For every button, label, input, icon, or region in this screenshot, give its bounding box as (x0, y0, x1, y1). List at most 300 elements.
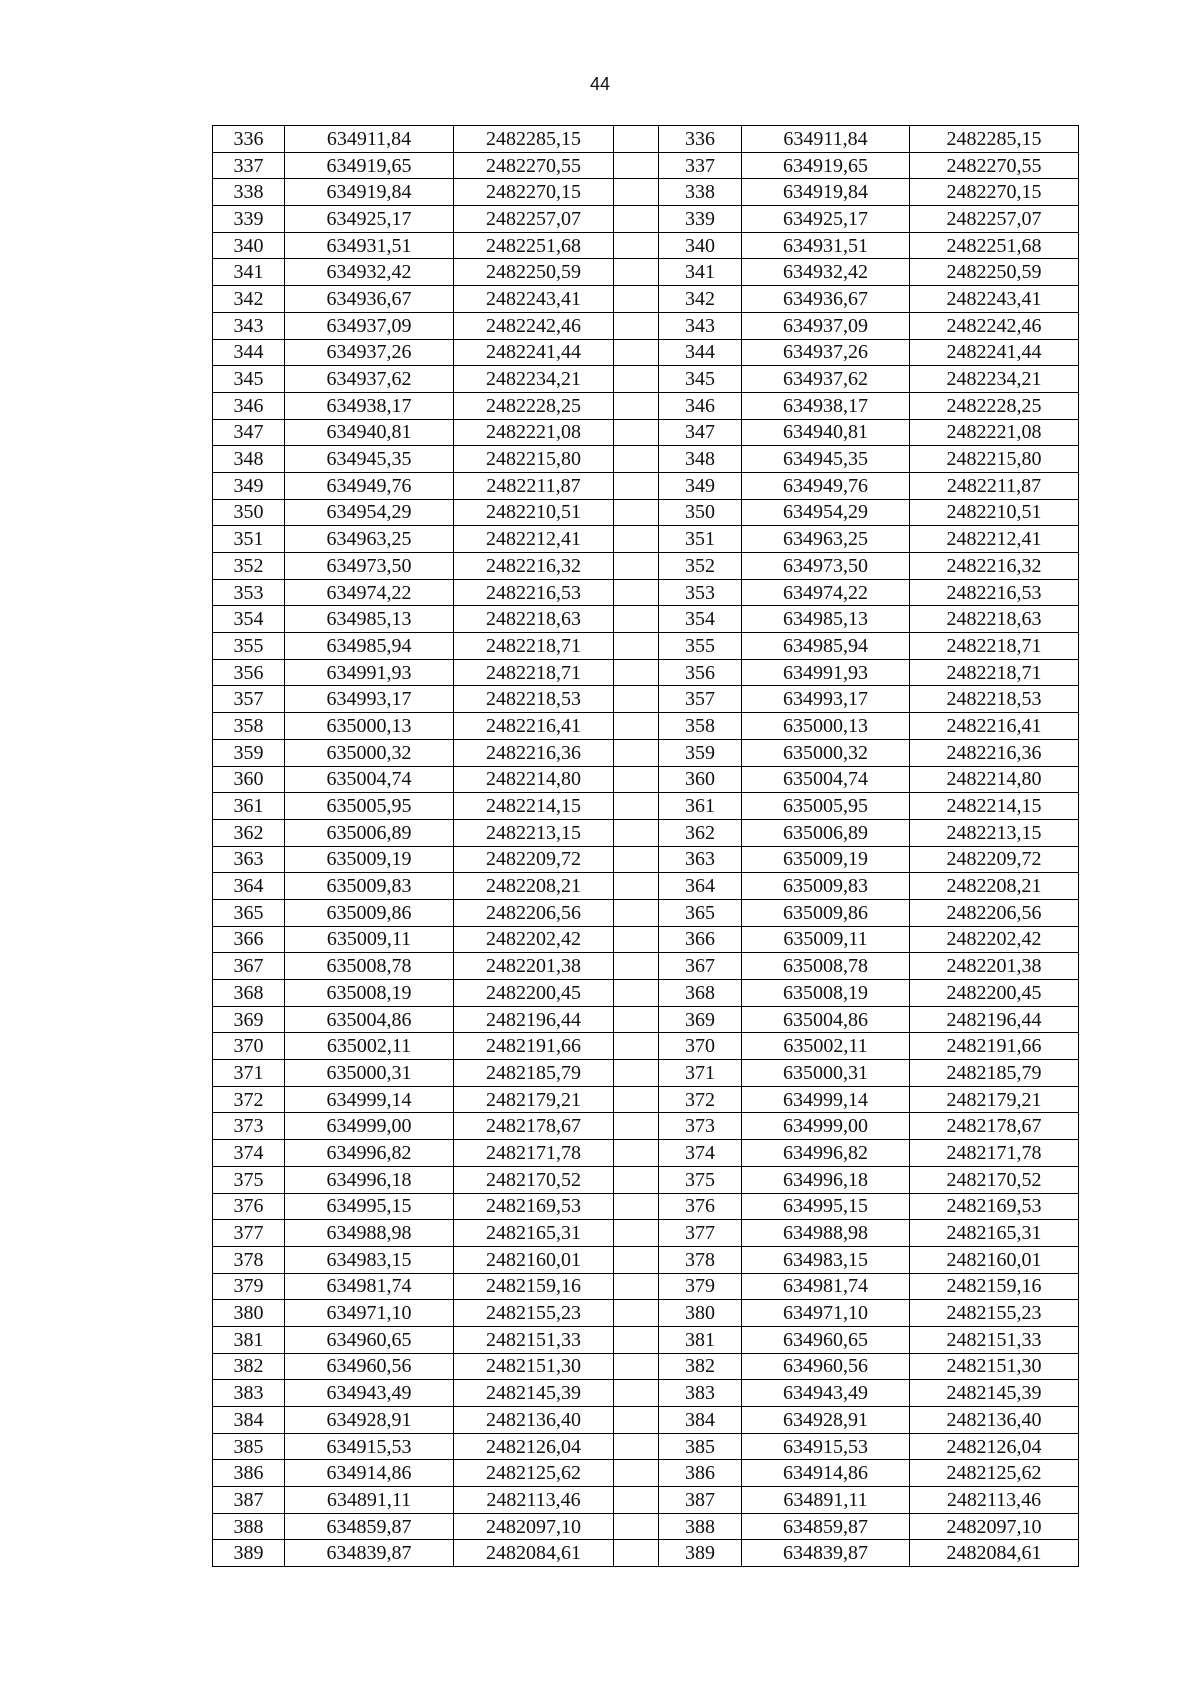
point-number-cell: 373 (659, 1113, 742, 1140)
x-coordinate-cell: 635000,32 (285, 739, 454, 766)
point-number-cell: 367 (213, 953, 285, 980)
empty-cell (614, 1487, 659, 1514)
x-coordinate-cell: 635000,32 (742, 739, 910, 766)
x-coordinate-cell: 634995,15 (742, 1193, 910, 1220)
point-number-cell: 352 (213, 553, 285, 580)
point-number-cell: 358 (213, 713, 285, 740)
x-coordinate-cell: 634960,56 (285, 1353, 454, 1380)
empty-cell (614, 312, 659, 339)
empty-cell (614, 1006, 659, 1033)
x-coordinate-cell: 634954,29 (285, 499, 454, 526)
empty-cell (614, 1540, 659, 1567)
x-coordinate-cell: 634911,84 (285, 126, 454, 153)
y-coordinate-cell: 2482243,41 (454, 286, 614, 313)
empty-cell (614, 579, 659, 606)
y-coordinate-cell: 2482242,46 (454, 312, 614, 339)
y-coordinate-cell: 2482218,71 (454, 633, 614, 660)
point-number-cell: 352 (659, 553, 742, 580)
point-number-cell: 347 (213, 419, 285, 446)
table-row (213, 1086, 1079, 1113)
x-coordinate-cell: 634919,84 (285, 179, 454, 206)
y-coordinate-cell: 2482160,01 (910, 1246, 1079, 1273)
table-row (213, 819, 1079, 846)
x-coordinate-cell: 634974,22 (285, 579, 454, 606)
x-coordinate-cell: 635005,95 (742, 793, 910, 820)
y-coordinate-cell: 2482250,59 (910, 259, 1079, 286)
y-coordinate-cell: 2482218,63 (910, 606, 1079, 633)
point-number-cell: 369 (659, 1006, 742, 1033)
y-coordinate-cell: 2482218,63 (454, 606, 614, 633)
point-number-cell: 361 (213, 793, 285, 820)
y-coordinate-cell: 2482136,40 (454, 1407, 614, 1434)
x-coordinate-cell: 634931,51 (285, 232, 454, 259)
table-row (213, 553, 1079, 580)
y-coordinate-cell: 2482196,44 (910, 1006, 1079, 1033)
y-coordinate-cell: 2482216,32 (910, 553, 1079, 580)
point-number-cell: 338 (659, 179, 742, 206)
point-number-cell: 350 (659, 499, 742, 526)
x-coordinate-cell: 635009,19 (285, 846, 454, 873)
x-coordinate-cell: 635009,83 (742, 873, 910, 900)
point-number-cell: 340 (659, 232, 742, 259)
point-number-cell: 371 (659, 1060, 742, 1087)
point-number-cell: 348 (659, 446, 742, 473)
empty-cell (614, 766, 659, 793)
x-coordinate-cell: 635008,78 (742, 953, 910, 980)
empty-cell (614, 126, 659, 153)
y-coordinate-cell: 2482228,25 (454, 392, 614, 419)
y-coordinate-cell: 2482216,41 (910, 713, 1079, 740)
x-coordinate-cell: 634937,09 (742, 312, 910, 339)
empty-cell (614, 1220, 659, 1247)
x-coordinate-cell: 634928,91 (742, 1407, 910, 1434)
y-coordinate-cell: 2482209,72 (910, 846, 1079, 873)
point-number-cell: 366 (659, 926, 742, 953)
point-number-cell: 380 (659, 1300, 742, 1327)
point-number-cell: 336 (659, 126, 742, 153)
y-coordinate-cell: 2482151,30 (454, 1353, 614, 1380)
empty-cell (614, 1513, 659, 1540)
point-number-cell: 339 (659, 206, 742, 233)
point-number-cell: 344 (659, 339, 742, 366)
y-coordinate-cell: 2482270,15 (910, 179, 1079, 206)
point-number-cell: 371 (213, 1060, 285, 1087)
empty-cell (614, 286, 659, 313)
point-number-cell: 353 (659, 579, 742, 606)
x-coordinate-cell: 635006,89 (285, 819, 454, 846)
point-number-cell: 381 (213, 1326, 285, 1353)
y-coordinate-cell: 2482221,08 (910, 419, 1079, 446)
table-row (213, 899, 1079, 926)
table-row (213, 1300, 1079, 1327)
y-coordinate-cell: 2482126,04 (910, 1433, 1079, 1460)
point-number-cell: 366 (213, 926, 285, 953)
table-row (213, 1353, 1079, 1380)
empty-cell (614, 1246, 659, 1273)
empty-cell (614, 339, 659, 366)
empty-cell (614, 953, 659, 980)
y-coordinate-cell: 2482216,36 (910, 739, 1079, 766)
empty-cell (614, 206, 659, 233)
empty-cell (614, 1086, 659, 1113)
y-coordinate-cell: 2482113,46 (910, 1487, 1079, 1514)
y-coordinate-cell: 2482155,23 (454, 1300, 614, 1327)
empty-cell (614, 1300, 659, 1327)
y-coordinate-cell: 2482191,66 (454, 1033, 614, 1060)
y-coordinate-cell: 2482208,21 (454, 873, 614, 900)
point-number-cell: 342 (659, 286, 742, 313)
table-row (213, 633, 1079, 660)
x-coordinate-cell: 634993,17 (742, 686, 910, 713)
point-number-cell: 389 (659, 1540, 742, 1567)
point-number-cell: 346 (659, 392, 742, 419)
y-coordinate-cell: 2482214,15 (454, 793, 614, 820)
x-coordinate-cell: 634936,67 (742, 286, 910, 313)
y-coordinate-cell: 2482200,45 (910, 980, 1079, 1007)
point-number-cell: 337 (659, 152, 742, 179)
point-number-cell: 338 (213, 179, 285, 206)
y-coordinate-cell: 2482136,40 (910, 1407, 1079, 1434)
point-number-cell: 346 (213, 392, 285, 419)
point-number-cell: 356 (659, 659, 742, 686)
point-number-cell: 368 (659, 980, 742, 1007)
point-number-cell: 357 (659, 686, 742, 713)
point-number-cell: 341 (659, 259, 742, 286)
x-coordinate-cell: 634928,91 (285, 1407, 454, 1434)
y-coordinate-cell: 2482145,39 (454, 1380, 614, 1407)
point-number-cell: 377 (213, 1220, 285, 1247)
empty-cell (614, 846, 659, 873)
empty-cell (614, 686, 659, 713)
point-number-cell: 355 (213, 633, 285, 660)
x-coordinate-cell: 634996,18 (742, 1166, 910, 1193)
empty-cell (614, 152, 659, 179)
x-coordinate-cell: 634985,13 (285, 606, 454, 633)
point-number-cell: 360 (213, 766, 285, 793)
y-coordinate-cell: 2482216,32 (454, 553, 614, 580)
x-coordinate-cell: 634915,53 (285, 1433, 454, 1460)
table-row (213, 873, 1079, 900)
empty-cell (614, 739, 659, 766)
point-number-cell: 345 (213, 366, 285, 393)
x-coordinate-cell: 634919,84 (742, 179, 910, 206)
y-coordinate-cell: 2482179,21 (910, 1086, 1079, 1113)
table-row (213, 259, 1079, 286)
x-coordinate-cell: 634925,17 (742, 206, 910, 233)
y-coordinate-cell: 2482202,42 (454, 926, 614, 953)
x-coordinate-cell: 635002,11 (285, 1033, 454, 1060)
x-coordinate-cell: 634996,82 (742, 1140, 910, 1167)
y-coordinate-cell: 2482126,04 (454, 1433, 614, 1460)
point-number-cell: 354 (213, 606, 285, 633)
x-coordinate-cell: 635004,74 (285, 766, 454, 793)
x-coordinate-cell: 634931,51 (742, 232, 910, 259)
x-coordinate-cell: 635005,95 (285, 793, 454, 820)
x-coordinate-cell: 634914,86 (285, 1460, 454, 1487)
table-row (213, 1220, 1079, 1247)
x-coordinate-cell: 634999,14 (285, 1086, 454, 1113)
point-number-cell: 384 (659, 1407, 742, 1434)
x-coordinate-cell: 634983,15 (742, 1246, 910, 1273)
table-row (213, 392, 1079, 419)
point-number-cell: 388 (213, 1513, 285, 1540)
y-coordinate-cell: 2482206,56 (910, 899, 1079, 926)
x-coordinate-cell: 634839,87 (285, 1540, 454, 1567)
empty-cell (614, 392, 659, 419)
point-number-cell: 347 (659, 419, 742, 446)
x-coordinate-cell: 634983,15 (285, 1246, 454, 1273)
x-coordinate-cell: 634996,18 (285, 1166, 454, 1193)
y-coordinate-cell: 2482160,01 (454, 1246, 614, 1273)
y-coordinate-cell: 2482202,42 (910, 926, 1079, 953)
x-coordinate-cell: 635008,19 (285, 980, 454, 1007)
point-number-cell: 372 (213, 1086, 285, 1113)
point-number-cell: 379 (213, 1273, 285, 1300)
table-row (213, 366, 1079, 393)
table-row (213, 312, 1079, 339)
empty-cell (614, 1407, 659, 1434)
point-number-cell: 355 (659, 633, 742, 660)
y-coordinate-cell: 2482201,38 (454, 953, 614, 980)
x-coordinate-cell: 634995,15 (285, 1193, 454, 1220)
x-coordinate-cell: 634945,35 (742, 446, 910, 473)
point-number-cell: 388 (659, 1513, 742, 1540)
y-coordinate-cell: 2482159,16 (454, 1273, 614, 1300)
point-number-cell: 341 (213, 259, 285, 286)
x-coordinate-cell: 634963,25 (285, 526, 454, 553)
x-coordinate-cell: 634985,94 (285, 633, 454, 660)
y-coordinate-cell: 2482234,21 (910, 366, 1079, 393)
table-row (213, 926, 1079, 953)
x-coordinate-cell: 634940,81 (285, 419, 454, 446)
empty-cell (614, 446, 659, 473)
y-coordinate-cell: 2482216,53 (910, 579, 1079, 606)
coordinates-table (212, 125, 1079, 1567)
y-coordinate-cell: 2482165,31 (910, 1220, 1079, 1247)
x-coordinate-cell: 634971,10 (285, 1300, 454, 1327)
y-coordinate-cell: 2482208,21 (910, 873, 1079, 900)
empty-cell (614, 1273, 659, 1300)
table-row (213, 846, 1079, 873)
x-coordinate-cell: 634932,42 (285, 259, 454, 286)
x-coordinate-cell: 634993,17 (285, 686, 454, 713)
y-coordinate-cell: 2482285,15 (910, 126, 1079, 153)
y-coordinate-cell: 2482169,53 (454, 1193, 614, 1220)
y-coordinate-cell: 2482285,15 (454, 126, 614, 153)
y-coordinate-cell: 2482125,62 (454, 1460, 614, 1487)
y-coordinate-cell: 2482228,25 (910, 392, 1079, 419)
y-coordinate-cell: 2482171,78 (454, 1140, 614, 1167)
x-coordinate-cell: 634985,13 (742, 606, 910, 633)
y-coordinate-cell: 2482270,15 (454, 179, 614, 206)
point-number-cell: 362 (659, 819, 742, 846)
table-row (213, 1060, 1079, 1087)
x-coordinate-cell: 634839,87 (742, 1540, 910, 1567)
table-row (213, 980, 1079, 1007)
point-number-cell: 373 (213, 1113, 285, 1140)
point-number-cell: 343 (213, 312, 285, 339)
y-coordinate-cell: 2482215,80 (910, 446, 1079, 473)
x-coordinate-cell: 634938,17 (285, 392, 454, 419)
table-row (213, 286, 1079, 313)
point-number-cell: 369 (213, 1006, 285, 1033)
y-coordinate-cell: 2482151,33 (910, 1326, 1079, 1353)
y-coordinate-cell: 2482155,23 (910, 1300, 1079, 1327)
y-coordinate-cell: 2482218,53 (454, 686, 614, 713)
point-number-cell: 377 (659, 1220, 742, 1247)
point-number-cell: 372 (659, 1086, 742, 1113)
y-coordinate-cell: 2482151,33 (454, 1326, 614, 1353)
x-coordinate-cell: 634999,00 (285, 1113, 454, 1140)
y-coordinate-cell: 2482241,44 (910, 339, 1079, 366)
point-number-cell: 386 (213, 1460, 285, 1487)
empty-cell (614, 713, 659, 740)
y-coordinate-cell: 2482179,21 (454, 1086, 614, 1113)
table-row (213, 179, 1079, 206)
y-coordinate-cell: 2482234,21 (454, 366, 614, 393)
empty-cell (614, 179, 659, 206)
table-row (213, 526, 1079, 553)
y-coordinate-cell: 2482218,71 (454, 659, 614, 686)
empty-cell (614, 499, 659, 526)
point-number-cell: 350 (213, 499, 285, 526)
x-coordinate-cell: 635009,11 (742, 926, 910, 953)
point-number-cell: 344 (213, 339, 285, 366)
point-number-cell: 365 (213, 899, 285, 926)
empty-cell (614, 1060, 659, 1087)
point-number-cell: 378 (213, 1246, 285, 1273)
y-coordinate-cell: 2482145,39 (910, 1380, 1079, 1407)
y-coordinate-cell: 2482191,66 (910, 1033, 1079, 1060)
x-coordinate-cell: 635006,89 (742, 819, 910, 846)
table-row (213, 766, 1079, 793)
x-coordinate-cell: 634943,49 (285, 1380, 454, 1407)
point-number-cell: 359 (213, 739, 285, 766)
point-number-cell: 384 (213, 1407, 285, 1434)
y-coordinate-cell: 2482218,71 (910, 659, 1079, 686)
y-coordinate-cell: 2482185,79 (910, 1060, 1079, 1087)
point-number-cell: 368 (213, 980, 285, 1007)
y-coordinate-cell: 2482113,46 (454, 1487, 614, 1514)
y-coordinate-cell: 2482242,46 (910, 312, 1079, 339)
point-number-cell: 387 (213, 1487, 285, 1514)
point-number-cell: 383 (659, 1380, 742, 1407)
point-number-cell: 354 (659, 606, 742, 633)
y-coordinate-cell: 2482270,55 (910, 152, 1079, 179)
table-row (213, 152, 1079, 179)
x-coordinate-cell: 634988,98 (285, 1220, 454, 1247)
point-number-cell: 336 (213, 126, 285, 153)
x-coordinate-cell: 634915,53 (742, 1433, 910, 1460)
x-coordinate-cell: 634996,82 (285, 1140, 454, 1167)
empty-cell (614, 419, 659, 446)
x-coordinate-cell: 635000,31 (742, 1060, 910, 1087)
point-number-cell: 374 (213, 1140, 285, 1167)
point-number-cell: 351 (659, 526, 742, 553)
y-coordinate-cell: 2482257,07 (454, 206, 614, 233)
y-coordinate-cell: 2482210,51 (454, 499, 614, 526)
point-number-cell: 380 (213, 1300, 285, 1327)
y-coordinate-cell: 2482151,30 (910, 1353, 1079, 1380)
table-row (213, 793, 1079, 820)
x-coordinate-cell: 634963,25 (742, 526, 910, 553)
y-coordinate-cell: 2482216,41 (454, 713, 614, 740)
x-coordinate-cell: 635000,13 (285, 713, 454, 740)
point-number-cell: 375 (213, 1166, 285, 1193)
x-coordinate-cell: 634960,56 (742, 1353, 910, 1380)
empty-cell (614, 980, 659, 1007)
x-coordinate-cell: 634999,00 (742, 1113, 910, 1140)
y-coordinate-cell: 2482216,53 (454, 579, 614, 606)
table-row (213, 1380, 1079, 1407)
point-number-cell: 385 (659, 1433, 742, 1460)
y-coordinate-cell: 2482214,80 (910, 766, 1079, 793)
table-row (213, 579, 1079, 606)
point-number-cell: 351 (213, 526, 285, 553)
table-row (213, 1166, 1079, 1193)
y-coordinate-cell: 2482243,41 (910, 286, 1079, 313)
point-number-cell: 342 (213, 286, 285, 313)
y-coordinate-cell: 2482169,53 (910, 1193, 1079, 1220)
x-coordinate-cell: 635004,86 (742, 1006, 910, 1033)
table-row (213, 339, 1079, 366)
point-number-cell: 349 (213, 472, 285, 499)
y-coordinate-cell: 2482212,41 (910, 526, 1079, 553)
x-coordinate-cell: 634937,09 (285, 312, 454, 339)
point-number-cell: 345 (659, 366, 742, 393)
empty-cell (614, 926, 659, 953)
point-number-cell: 363 (213, 846, 285, 873)
table-row (213, 1487, 1079, 1514)
table-row (213, 659, 1079, 686)
y-coordinate-cell: 2482214,15 (910, 793, 1079, 820)
table-row (213, 1433, 1079, 1460)
point-number-cell: 382 (213, 1353, 285, 1380)
y-coordinate-cell: 2482211,87 (910, 472, 1079, 499)
table-row (213, 1513, 1079, 1540)
empty-cell (614, 1380, 659, 1407)
x-coordinate-cell: 634936,67 (285, 286, 454, 313)
y-coordinate-cell: 2482185,79 (454, 1060, 614, 1087)
empty-cell (614, 526, 659, 553)
point-number-cell: 387 (659, 1487, 742, 1514)
empty-cell (614, 1033, 659, 1060)
x-coordinate-cell: 634985,94 (742, 633, 910, 660)
point-number-cell: 382 (659, 1353, 742, 1380)
y-coordinate-cell: 2482200,45 (454, 980, 614, 1007)
table-row (213, 1273, 1079, 1300)
x-coordinate-cell: 634859,87 (742, 1513, 910, 1540)
table-row (213, 1407, 1079, 1434)
y-coordinate-cell: 2482213,15 (454, 819, 614, 846)
x-coordinate-cell: 634949,76 (285, 472, 454, 499)
x-coordinate-cell: 635008,78 (285, 953, 454, 980)
x-coordinate-cell: 634911,84 (742, 126, 910, 153)
x-coordinate-cell: 635004,86 (285, 1006, 454, 1033)
empty-cell (614, 1166, 659, 1193)
point-number-cell: 349 (659, 472, 742, 499)
point-number-cell: 360 (659, 766, 742, 793)
y-coordinate-cell: 2482241,44 (454, 339, 614, 366)
table-row (213, 1006, 1079, 1033)
point-number-cell: 357 (213, 686, 285, 713)
point-number-cell: 365 (659, 899, 742, 926)
y-coordinate-cell: 2482097,10 (910, 1513, 1079, 1540)
table-row (213, 953, 1079, 980)
x-coordinate-cell: 634940,81 (742, 419, 910, 446)
table-row (213, 686, 1079, 713)
table-row (213, 1460, 1079, 1487)
